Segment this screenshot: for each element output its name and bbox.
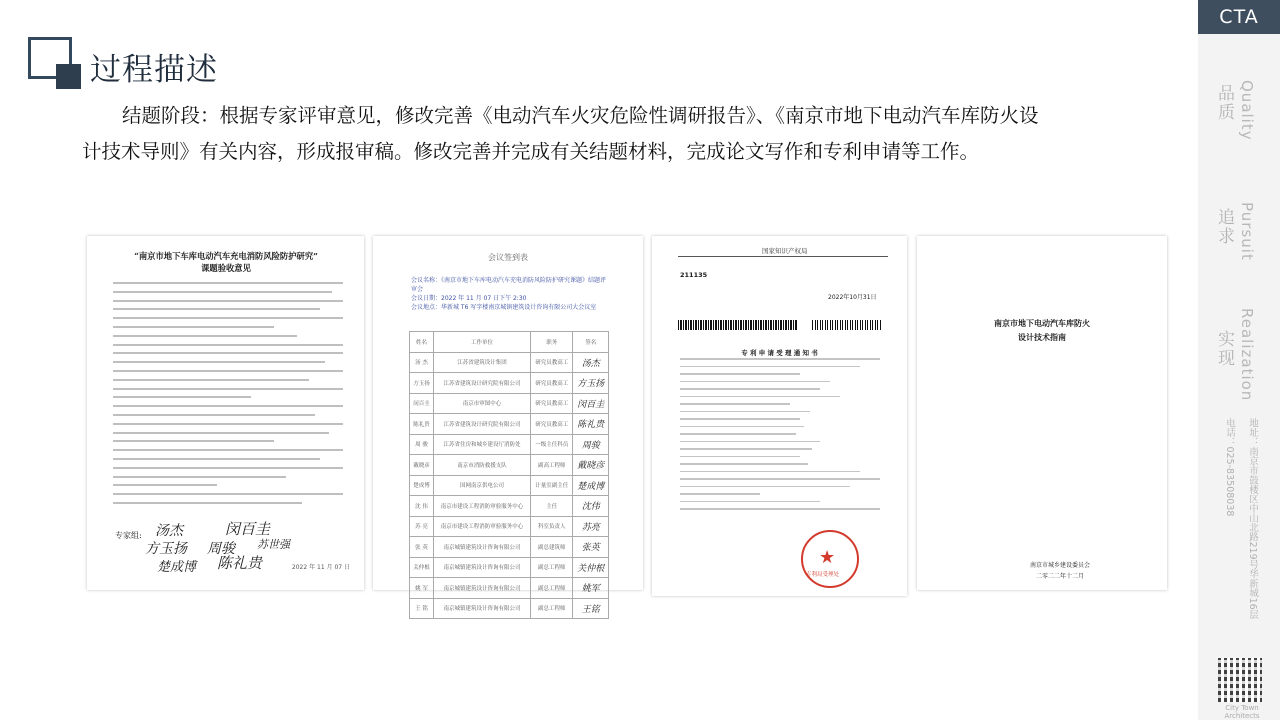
doc2-signin-table: [409, 331, 609, 619]
document-patent-notice: [652, 236, 907, 596]
doc3-body-text: [680, 358, 880, 516]
signature-cell: 沈伟: [573, 496, 609, 517]
doc4-publisher: 南京市城乡建设委员会: [1029, 562, 1090, 569]
doc1-title-text: “南京市地下车库电动汽车充电消防风险防护研究”: [134, 251, 318, 261]
table-row: [410, 578, 609, 599]
table-cell: 张 英: [410, 537, 434, 558]
table-cell: 周 骏: [410, 434, 434, 455]
signature-cell: 楚成博: [573, 475, 609, 496]
signature-cell: 张英: [573, 537, 609, 558]
table-cell: 汤 杰: [410, 352, 434, 373]
table-cell: 苏 亮: [410, 516, 434, 537]
document-acceptance-opinion: [87, 236, 364, 590]
sidebar-cn-quality: 品质: [1214, 84, 1234, 122]
table-row: [410, 598, 609, 619]
doc3-divider: [678, 256, 888, 257]
table-cell: 研究员教高工: [531, 414, 573, 435]
doc2-info-1: 会议名称：《南京市地下车库电动汽车充电消防风险防护研究课题》结题评审会: [411, 277, 607, 293]
doc2-table-header: [410, 332, 609, 353]
signature-cell: 周骏: [573, 434, 609, 455]
doc3-barcode-2: [812, 320, 882, 330]
table-row: [410, 414, 609, 435]
table-cell: 南京城镇建筑设计咨询有限公司: [433, 598, 530, 619]
document-guideline-cover: [917, 236, 1167, 590]
table-cell: 南京城镇建筑设计咨询有限公司: [433, 537, 530, 558]
doc3-barcode: [678, 320, 798, 330]
doc2-meeting-info: [411, 276, 611, 312]
table-cell: 南京市消防救援支队: [433, 455, 530, 476]
signature-cell: 闵百圭: [573, 393, 609, 414]
table-cell: 方玉扬: [410, 373, 434, 394]
doc3-heading: 专 利 申 请 受 理 通 知 书: [741, 349, 818, 357]
table-row: [410, 455, 609, 476]
doc3-header: 国家知识产权局: [762, 247, 808, 255]
doc4-title-2: 设计技术指南: [1018, 333, 1066, 342]
signature-cell: 姚军: [573, 578, 609, 599]
doc3-date: 2022年10月31日: [828, 294, 877, 301]
table-cell: 副总工程师: [531, 598, 573, 619]
doc2-header-org: 工作单位: [433, 332, 530, 353]
table-row: [410, 496, 609, 517]
sidebar-cn-realization: 实现: [1214, 330, 1234, 368]
table-cell: 姚 军: [410, 578, 434, 599]
doc1-sign-label: 专家组:: [115, 531, 142, 540]
table-cell: 南京城镇建筑设计咨询有限公司: [433, 578, 530, 599]
table-cell: 江苏省建筑设计研究院有限公司: [433, 373, 530, 394]
table-row: [410, 557, 609, 578]
signature-cell: 关仲根: [573, 557, 609, 578]
doc3-number: 211135: [680, 271, 708, 279]
doc2-header-name: 姓名: [410, 332, 434, 353]
doc4-date: 二零二二年十二月: [1035, 573, 1084, 580]
doc3-stamp-text: 专利局受理处: [806, 572, 840, 578]
signature-cell: 戴晓彦: [573, 455, 609, 476]
table-cell: 关仲根: [410, 557, 434, 578]
table-cell: 计量室副主任: [531, 475, 573, 496]
paragraph-line-1: 结题阶段：根据专家评审意见，修改完善《电动汽车火灾危险性调研报告》、《南京市地下电动汽车库防火设: [122, 104, 1039, 127]
sidebar-cn-pursuit: 追求: [1214, 208, 1234, 246]
doc2-table-body: [410, 352, 609, 619]
sidebar-en-realization: Realization: [1238, 308, 1256, 402]
brand-label: CTA: [1198, 0, 1280, 34]
doc2-title: 会议签到表: [488, 253, 528, 262]
table-cell: 副总工程师: [531, 578, 573, 599]
description-paragraph: [82, 98, 1167, 170]
table-cell: 副高工程师: [531, 455, 573, 476]
table-cell: 国网南京供电公司: [433, 475, 530, 496]
table-row: [410, 393, 609, 414]
doc4-title-1: 南京市地下电动汽车库防火: [994, 319, 1090, 328]
qr-caption: City Town Architects: [1224, 704, 1260, 720]
table-cell: 陈礼贵: [410, 414, 434, 435]
doc1-subtitle-text: 课题验收意见: [201, 263, 251, 273]
table-cell: 江苏省建筑设计研究院有限公司: [433, 414, 530, 435]
company-phone: 电话：025-83508038: [1224, 418, 1235, 517]
doc1-title: [105, 250, 347, 274]
doc1-date: 2022 年 11 月 07 日: [291, 564, 350, 571]
table-cell: 闵百圭: [410, 393, 434, 414]
signature-cell: 苏亮: [573, 516, 609, 537]
star-icon: ★: [819, 547, 836, 568]
qr-code-icon: [1218, 658, 1262, 702]
table-cell: 沈 伟: [410, 496, 434, 517]
table-cell: 王 铭: [410, 598, 434, 619]
doc1-body-text: [113, 282, 343, 511]
table-row: [410, 516, 609, 537]
table-row: [410, 434, 609, 455]
doc1-signatures: 专家组: 汤杰 闵百圭 方玉扬 周骏 苏世强 楚成博 陈礼贵: [115, 520, 290, 575]
table-cell: 江苏省建筑设计集团: [433, 352, 530, 373]
table-cell: 研究员教高工: [531, 352, 573, 373]
sidebar-en-quality: Quality: [1238, 80, 1256, 141]
document-signin-sheet: [373, 236, 643, 615]
table-cell: 南京市建设工程消防审验服务中心: [433, 516, 530, 537]
table-row: [410, 475, 609, 496]
doc2-info-2: 会议日期：2022 年 11 月 07 日下午 2:30: [411, 295, 527, 302]
table-cell: 研究员教高工: [531, 373, 573, 394]
doc2-header-signature: 签名: [573, 332, 609, 353]
company-address: 地址：南京市鼓楼区中山北路219号华新城16层: [1247, 418, 1258, 620]
sidebar-en-pursuit: Pursuit: [1238, 202, 1256, 261]
paragraph-line-2: 计技术导则》有关内容，形成报审稿。修改完善并完成有关结题材料，完成论文写作和专利申请等工作。: [82, 140, 980, 163]
table-cell: 江苏省住房和城乡建设厅消防处: [433, 434, 530, 455]
table-cell: 主任: [531, 496, 573, 517]
table-cell: 南京市审图中心: [433, 393, 530, 414]
doc2-header-title: 职务: [531, 332, 573, 353]
table-cell: 南京市建设工程消防审验服务中心: [433, 496, 530, 517]
table-cell: 副总工程师: [531, 557, 573, 578]
signature-cell: 方玉扬: [573, 373, 609, 394]
table-cell: 副总建筑师: [531, 537, 573, 558]
table-cell: 戴晓彦: [410, 455, 434, 476]
table-cell: 一级主任科员: [531, 434, 573, 455]
signature-cell: 汤杰: [573, 352, 609, 373]
table-cell: 楚成博: [410, 475, 434, 496]
table-cell: 科室负责人: [531, 516, 573, 537]
table-row: [410, 352, 609, 373]
signature-cell: 王铭: [573, 598, 609, 619]
page-title: 过程描述: [90, 52, 218, 88]
signature-cell: 陈礼贵: [573, 414, 609, 435]
table-cell: 南京城镇建筑设计咨询有限公司: [433, 557, 530, 578]
doc2-info-3: 会议地点：华新城 T6 写字楼南京城镇建筑设计咨询有限公司大会议室: [411, 304, 597, 311]
table-row: [410, 537, 609, 558]
logo-block: [56, 64, 81, 89]
table-row: [410, 373, 609, 394]
table-cell: 研究员教高工: [531, 393, 573, 414]
